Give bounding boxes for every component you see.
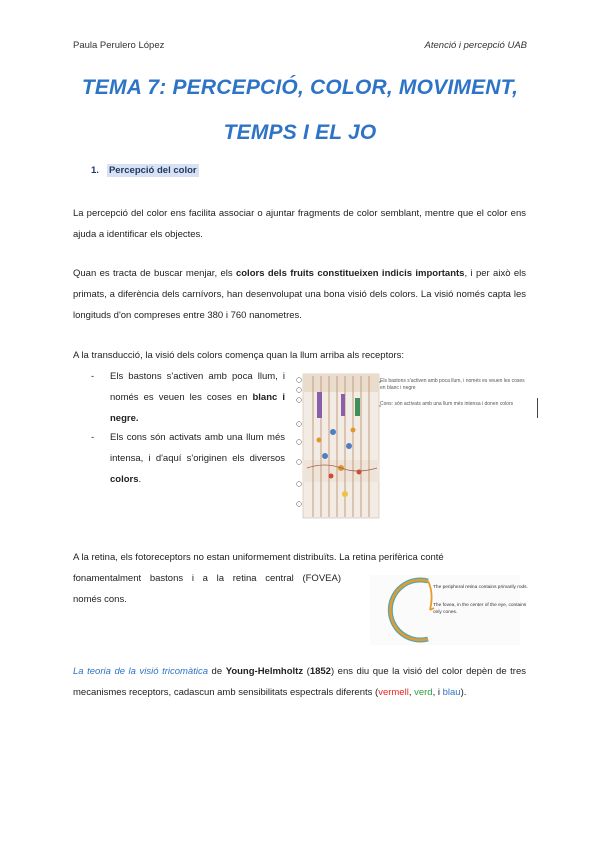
color-word-green: verd <box>414 687 433 698</box>
text-cursor-bar <box>537 398 538 418</box>
bullet-text-pre: Els bastons s'activen amb poca llum, i només es veuen les coses en <box>110 371 285 403</box>
bullet-text-bold: blanc i negre. <box>110 392 286 424</box>
paragraph-5-text: de <box>208 666 226 677</box>
paragraph-5-text: ( <box>303 666 310 677</box>
paragraph-5-sep: , <box>408 687 415 698</box>
page-title-line-1: TEMA 7: PERCEPCIÓ, COLOR, MOVIMENT, <box>81 76 519 99</box>
paragraph-5 <box>73 661 526 703</box>
paragraph-4-line-3: només cons. <box>73 594 127 605</box>
paragraph-2-post: , i per això els primats, a diferència dels carnívors, han desenvolupat una bona visió dels colors. La visió només capta les longituds d'on compreses entre 380 i 760 nanometres. <box>73 268 526 321</box>
retina-label-rods: Els bastons s'activen amb poca llum, i només es veuen les coses en blanc i negre <box>380 378 525 391</box>
bullet-text-post: . <box>138 474 142 485</box>
section-heading <box>91 165 199 176</box>
paragraph-4-line-2: fonamentalment bastons i a la retina central (FOVEA) <box>73 573 341 584</box>
eye-label-peripheral: The peripheral retina contains primarily rods. <box>433 585 528 590</box>
paragraph-4-line-1: A la retina, els fotoreceptors no estan uniformement distribuïts. La retina perifèrica conté <box>73 552 444 563</box>
trichromatic-theory-link[interactable]: La teoria de la visió tricomàtica <box>73 666 208 677</box>
paragraph-1: La percepció del color ens facilita associar o ajuntar fragments de color semblant, mentre que el color ens ajuda a identificar els objectes. <box>73 208 526 240</box>
page-title-line-2: TEMPS I EL JO <box>223 121 377 144</box>
bullet-text <box>110 427 285 490</box>
bullet-dash: - <box>91 432 95 443</box>
bullet-text <box>110 366 285 429</box>
paragraph-5-text: ) ens diu que la visió del color depèn de tres mecanismes receptors, cadascun amb sensibilitats espectrals diferents ( <box>73 666 526 698</box>
paragraph-2-bold: colors dels fruits constitueixen indicis importants <box>235 268 465 279</box>
paragraph-5-sep: , i <box>432 687 443 698</box>
paragraph-2 <box>73 263 526 326</box>
paragraph-3: A la transducció, la visió dels colors comença quan la llum arriba als receptors: <box>73 350 405 361</box>
paragraph-2-pre: Quan es tracta de buscar menjar, els <box>73 268 236 279</box>
bullet-dash: - <box>91 371 95 382</box>
color-word-red: vermell <box>378 687 409 698</box>
header-course: Atenció i percepció UAB <box>424 40 527 51</box>
color-word-blue: blau <box>442 687 461 698</box>
bullet-text-bold: colors <box>110 474 139 485</box>
paragraph-5-year: 1852 <box>309 666 331 677</box>
retina-label-cones: Cons: són activats amb una llum més intensa i donen colors <box>380 401 514 407</box>
bullet-text-pre: Els cons són activats amb una llum més intensa, i d'aquí s'originen els diversos <box>110 432 285 464</box>
paragraph-5-name: Young-Helmholtz <box>225 666 304 677</box>
section-number: 1. <box>91 165 99 176</box>
paragraph-5-end: ). <box>460 687 467 698</box>
eye-label-fovea: The fovea, in the center of the eye, contains only cones. <box>433 603 527 615</box>
header-author: Paula Perulero López <box>73 40 165 51</box>
retina-cells-diagram <box>295 372 381 520</box>
section-label: Percepció del color <box>108 165 197 176</box>
